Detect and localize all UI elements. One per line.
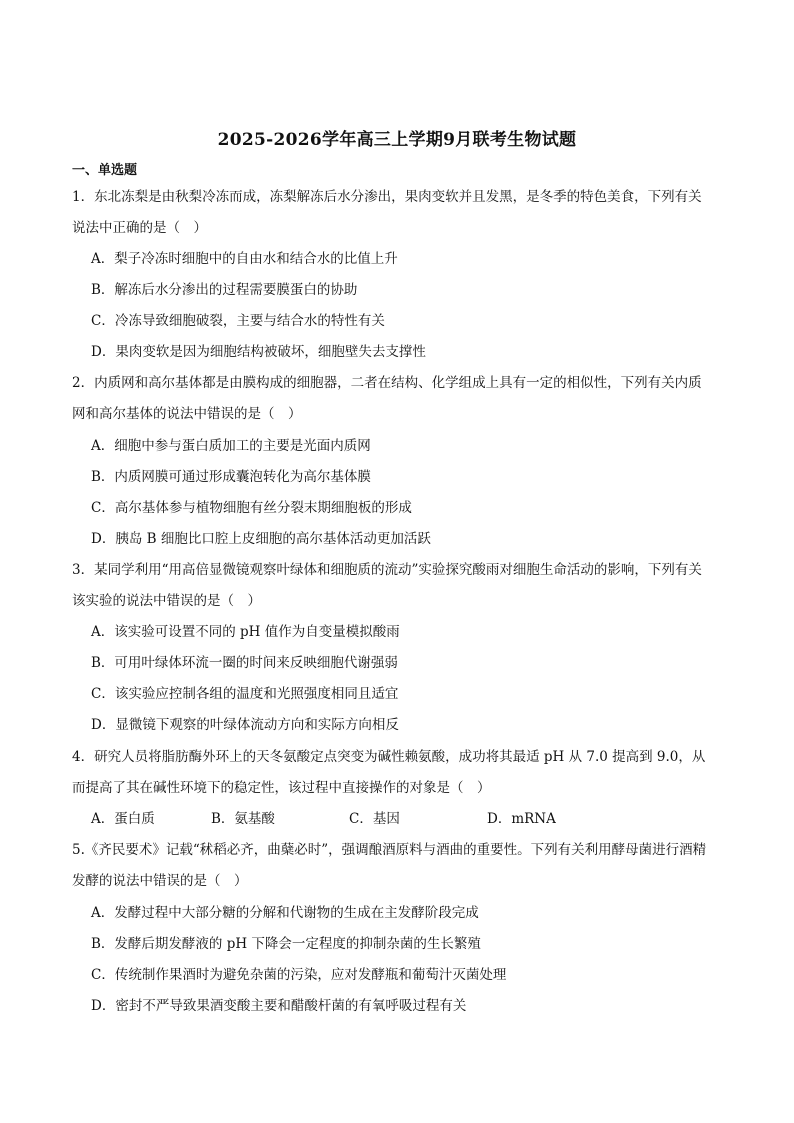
question-3-option-d: D．显微镜下观察的叶绿体流动方向和实际方向相反 <box>91 717 399 733</box>
question-4-option-b: B．氨基酸 <box>211 811 275 827</box>
question-1-stem-line-2: 说法中正确的是（ ） <box>72 220 207 236</box>
question-5-stem-line-2: 发酵的说法中错误的是（ ） <box>72 873 248 889</box>
question-1-option-b: B．解冻后水分渗出的过程需要膜蛋白的协助 <box>91 282 358 298</box>
question-2-option-b: B．内质网膜可通过形成囊泡转化为高尔基体膜 <box>91 469 371 485</box>
question-3-stem-line-1: 3．某同学利用“用高倍显微镜观察叶绿体和细胞质的流动”实验探究酸雨对细胞生命活动的影响，下列有关 <box>72 562 702 578</box>
question-5-option-a: A．发酵过程中大部分糖的分解和代谢物的生成在主发酵阶段完成 <box>91 905 479 921</box>
question-2-stem-line-1: 2．内质网和高尔基体都是由膜构成的细胞器，二者在结构、化学组成上具有一定的相似性，下列有关内质 <box>72 375 702 391</box>
question-3-option-b: B．可用叶绿体环流一圈的时间来反映细胞代谢强弱 <box>91 655 398 671</box>
question-5-option-c: C．传统制作果酒时为避免杂菌的污染，应对发酵瓶和葡萄汁灭菌处理 <box>91 967 507 983</box>
section-heading: 一、单选题 <box>72 163 138 178</box>
question-1-option-d: D．果肉变软是因为细胞结构被破坏，细胞壁失去支撑性 <box>91 344 426 360</box>
question-3-option-a: A．该实验可设置不同的 pH 值作为自变量模拟酸雨 <box>91 624 400 640</box>
question-2-stem-line-2: 网和高尔基体的说法中错误的是（ ） <box>72 406 302 422</box>
page-title: 2025-2026学年高三上学期9月联考生物试题 <box>217 130 577 150</box>
question-5-option-b: B．发酵后期发酵液的 pH 下降会一定程度的抑制杂菌的生长繁殖 <box>91 936 481 952</box>
question-4-option-c: C．基因 <box>349 811 400 827</box>
question-5-option-d: D．密封不严导致果酒变酸主要和醋酸杆菌的有氧呼吸过程有关 <box>91 998 467 1014</box>
question-4-option-d: D．mRNA <box>487 811 556 827</box>
question-2-option-a: A．细胞中参与蛋白质加工的主要是光面内质网 <box>91 438 371 454</box>
question-4-stem-line-1: 4．研究人员将脂肪酶外环上的天冬氨酸定点突变为碱性赖氨酸，成功将其最适 pH 从 7.0 提高到 9.0，从 <box>72 749 706 765</box>
question-1-option-a: A．梨子冷冻时细胞中的自由水和结合水的比值上升 <box>91 251 398 267</box>
question-4-stem-line-2: 而提高了其在碱性环境下的稳定性，该过程中直接操作的对象是（ ） <box>72 780 491 796</box>
question-4-option-a: A．蛋白质 <box>91 811 155 827</box>
question-5-stem-line-1: 5.《齐民要术》记载“秫稻必齐，曲蘖必时”，强调酿酒原料与酒曲的重要性。下列有关利用酵母菌进行酒精 <box>72 842 707 858</box>
question-1-stem-line-1: 1．东北冻梨是由秋梨冷冻而成，冻梨解冻后水分渗出，果肉变软并且发黑，是冬季的特色美食，下列有关 <box>72 189 702 205</box>
question-1-option-c: C．冷冻导致细胞破裂，主要与结合水的特性有关 <box>91 313 385 329</box>
question-3-stem-line-2: 该实验的说法中错误的是（ ） <box>72 593 261 609</box>
question-2-option-d: D．胰岛 B 细胞比口腔上皮细胞的高尔基体活动更加活跃 <box>91 531 431 547</box>
question-2-option-c: C．高尔基体参与植物细胞有丝分裂末期细胞板的形成 <box>91 500 412 516</box>
question-3-option-c: C．该实验应控制各组的温度和光照强度相同且适宜 <box>91 686 399 702</box>
